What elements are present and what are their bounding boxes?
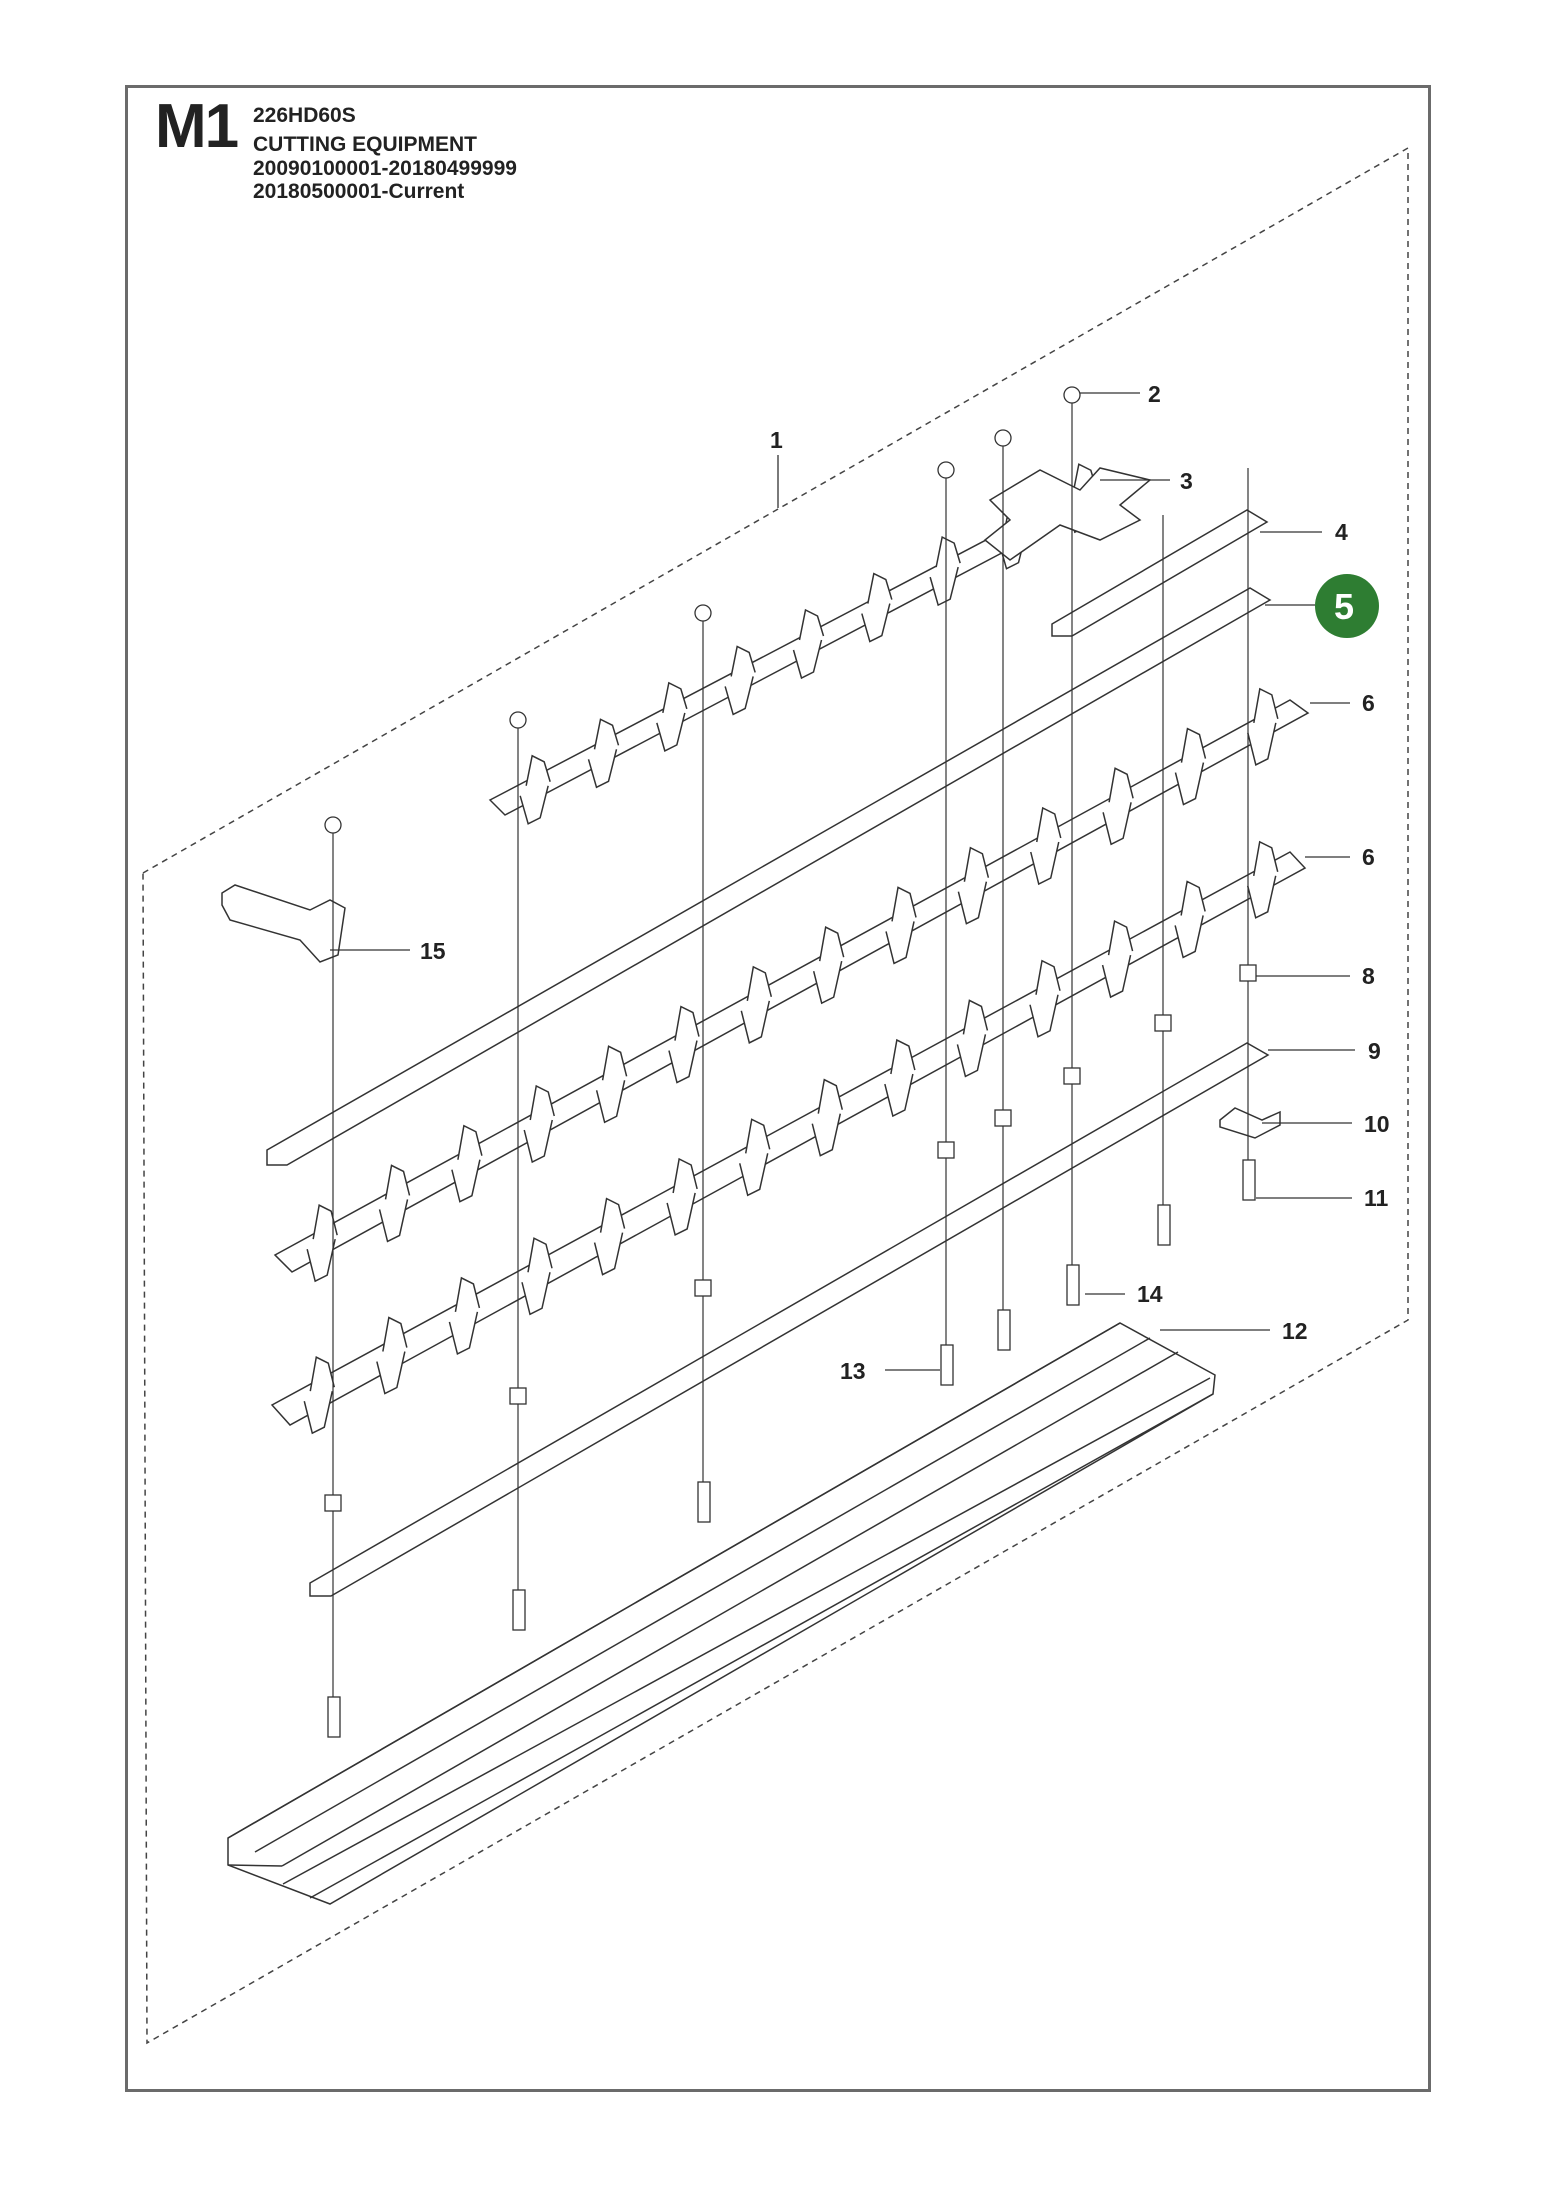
- callout-6b: 6: [1362, 844, 1375, 870]
- model-number: 226HD60S: [253, 104, 356, 127]
- callout-11: 11: [1364, 1185, 1389, 1211]
- part-15-guard: [222, 885, 345, 962]
- section-code: M1: [155, 92, 238, 161]
- part-12-guard-bar: [228, 1323, 1215, 1904]
- callout-5: 5: [1334, 586, 1355, 627]
- callout-3: 3: [1180, 468, 1193, 494]
- serial-range-1: 20090100001-20180499999: [253, 157, 517, 180]
- callout-10: 10: [1364, 1111, 1390, 1137]
- section-title: CUTTING EQUIPMENT: [253, 133, 477, 156]
- callout-15: 15: [420, 938, 446, 964]
- callout-13: 13: [840, 1358, 866, 1384]
- serial-range-2: 20180500001-Current: [253, 180, 465, 203]
- callout-1: 1: [770, 427, 783, 453]
- callout-5-highlight: [1315, 574, 1379, 638]
- part-3-clamp-plate: [985, 468, 1150, 560]
- part-6-upper-blade: [275, 689, 1308, 1281]
- callout-8: 8: [1362, 963, 1375, 989]
- callout-2: 2: [1148, 381, 1161, 407]
- callout-9: 9: [1368, 1038, 1381, 1064]
- callout-14: 14: [1137, 1281, 1163, 1307]
- callout-12: 12: [1282, 1318, 1308, 1344]
- callout-6a: 6: [1362, 690, 1375, 716]
- callout-4: 4: [1335, 519, 1348, 545]
